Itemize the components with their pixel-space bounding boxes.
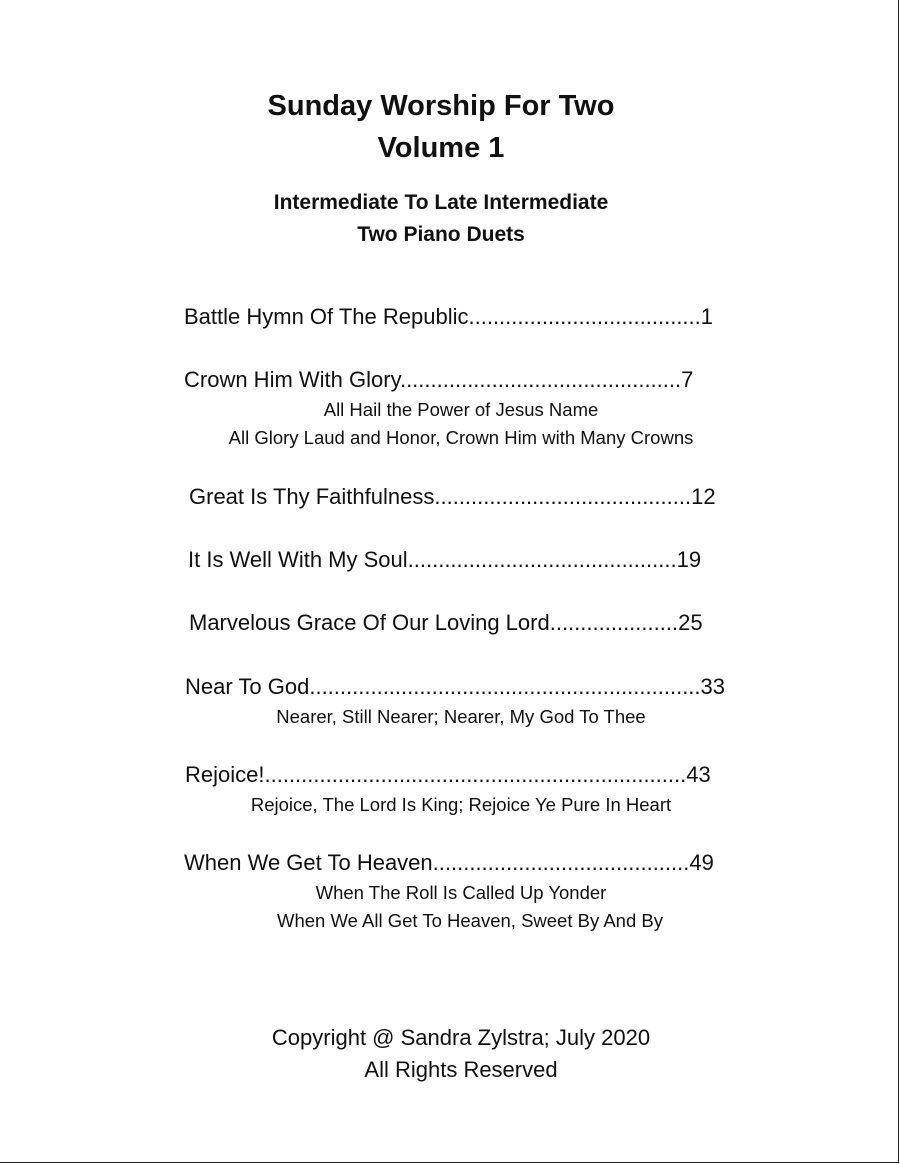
toc-entry-title: Crown Him With Glory <box>184 367 400 392</box>
toc-entry-leader: ...................................... <box>468 304 701 329</box>
toc-entry-title: Marvelous Grace Of Our Loving Lord <box>189 610 550 635</box>
toc-entry-title: Great Is Thy Faithfulness <box>189 484 435 509</box>
toc-entry <box>184 303 738 331</box>
toc-entry <box>189 609 743 637</box>
toc-entry-title: Battle Hymn Of The Republic <box>184 304 469 329</box>
toc-entry <box>185 673 739 701</box>
toc-entry-page: 12 <box>691 484 716 509</box>
toc-entry-page: 19 <box>676 547 702 572</box>
toc-entry-subtitles <box>150 703 772 731</box>
toc-entry-title: Near To God <box>185 674 310 699</box>
toc-entry-leader: .......................................... <box>434 484 692 509</box>
toc-entry-subtitles <box>150 879 772 935</box>
toc-entry-title: It Is Well With My Soul <box>188 547 408 572</box>
toc-entry-title: When We Get To Heaven <box>184 850 433 875</box>
toc-entry <box>188 546 742 574</box>
toc-entry-leader: ............................................ <box>407 547 677 572</box>
book-title-line-1: Sunday Worship For Two <box>267 90 615 122</box>
toc-entry-page: 7 <box>681 367 694 392</box>
toc-subtitle: All Glory Laud and Honor, Crown Him with Many Crowns <box>228 427 694 448</box>
toc-entry-title: Rejoice! <box>185 762 265 787</box>
toc-entry-page: 33 <box>700 674 726 699</box>
toc-entry-page: 25 <box>678 610 703 635</box>
toc-subtitle: When We All Get To Heaven, Sweet By And By <box>277 910 663 931</box>
toc-entry <box>189 483 743 511</box>
toc-subtitle: All Hail the Power of Jesus Name <box>323 399 599 420</box>
toc-entry <box>184 366 738 394</box>
copyright-line: Copyright @ Sandra Zylstra; July 2020 <box>271 1025 651 1050</box>
toc-entry-subtitles <box>150 396 772 452</box>
book-subtitle <box>0 187 882 251</box>
toc-entry-page: 43 <box>686 762 711 787</box>
toc-entry-subtitles <box>150 791 772 819</box>
toc-entry-leader: ................................................................ <box>309 674 701 699</box>
toc-subtitle: Rejoice, The Lord Is King; Rejoice Ye Pure In Heart <box>250 794 672 815</box>
toc-entry-leader: .............................................. <box>399 367 682 392</box>
toc-subtitle: When The Roll Is Called Up Yonder <box>315 882 607 903</box>
rights-line: All Rights Reserved <box>364 1057 558 1082</box>
toc-entry <box>185 761 739 789</box>
book-title <box>0 85 882 169</box>
toc-entry-leader: ..................... <box>549 610 679 635</box>
book-title-line-2: Volume 1 <box>377 132 505 164</box>
toc-entry-page: 49 <box>689 850 714 875</box>
book-subtitle-line-1: Intermediate To Late Intermediate <box>273 191 609 214</box>
copyright-notice <box>0 1022 900 1086</box>
toc-entry-leader: .......................................... <box>432 850 690 875</box>
toc-entry-page: 1 <box>700 304 714 329</box>
toc-entry-leader: ..................................................................... <box>264 762 687 787</box>
book-subtitle-line-2: Two Piano Duets <box>357 223 525 246</box>
toc-subtitle: Nearer, Still Nearer; Nearer, My God To Thee <box>276 706 646 727</box>
toc-entry <box>184 849 738 877</box>
